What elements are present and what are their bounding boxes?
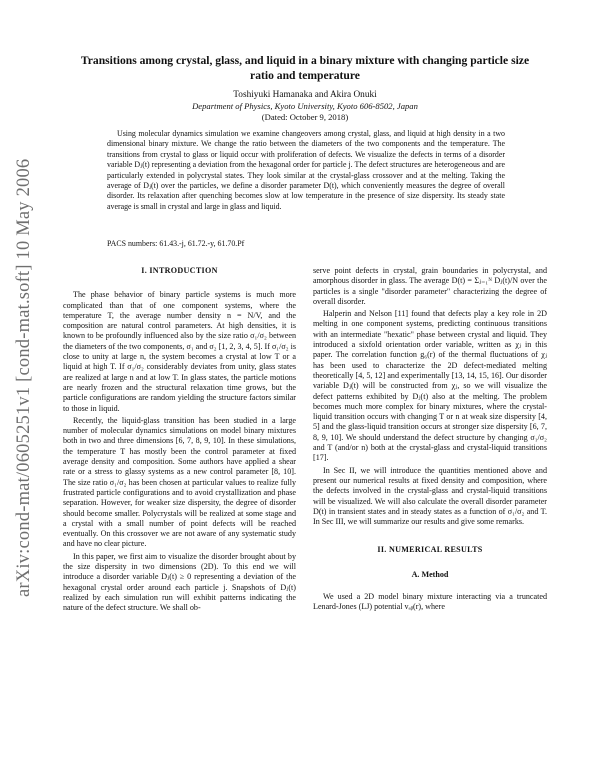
intro-paragraph-3: In this paper, we first aim to visualize the disorder brought about by the size dispersity in two dimensions (2D). To this end we will introduce a disorder variable Dⱼ(t) ≥ 0 representing a deviation of the hexagonal crystal order around each particle j. Snapshots of Dⱼ(t) realized by each simulation run will exhibit patterns indicating the nature of the defect structure. We shall ob- [63,551,296,613]
intro-paragraph-5: In Sec II, we will introduce the quantities mentioned above and present our numerical results at fixed density and composition, where the defects involved in the crystal-glass and crystal-liquid transitions will be visualized. We will also calculate the overall disorder parameter D(t) in transient states and in steady states as a function of σ₁/σ₂ and T. In Sec III, we will summarize our results and give some remarks. [313,465,547,527]
intro-paragraph-2: Recently, the liquid-glass transition has been studied in a large number of molecular dynamics simulations on model binary mixtures both in two and three dimensions [6, 7, 8, 9, 10]. In these simulations, the temperature T has mostly been the control parameter at fixed average density and composition. Some authors have applied a shear rate or a stress to glassy systems as a new control parameter [8, 10]. The size ratio σ₁/σ₂ has been chosen at particular values to realize fully frustrated particle configurations and to avoid crystallization and phase separation. However, for weaker size dispersity, the degree of disorder should become smaller. Polycrystals will be realized at some stage and a crystal with a small number of point defects will be reached eventually. On this crossover we are not aware of any systematic study and have no clear picture. [63,415,296,549]
section-heading-numerical-results: II. NUMERICAL RESULTS [377,545,483,555]
authors: Toshiyuki Hamanaka and Akira Onuki [233,90,377,100]
subsection-heading-method: A. Method [411,569,449,579]
intro-paragraph-4: Halperin and Nelson [11] found that defects play a key role in 2D melting in one component systems, predicting continuous transitions with an intermediate "hexatic" phase between crystal and liquid. They introduced a sixfold orientation order variable, written as χⱼ in this paper. The correlation function g₆(r) of the thermal fluctuations of χⱼ has been used to characterize the 2D defect-mediated melting theoretically [4, 5, 12] and experimentally [13, 14, 15, 16]. Our disorder variable Dⱼ(t) will be constructed from χⱼ, so we will visualize the defect patterns exhibited by Dⱼ(t) also at the melting. The problem becomes much more complex for binary mixtures, where the crystal-liquid transition occurs with changing T or n at weak size dispersity [4, 5] and the glass-liquid transition occurs at stronger size dispersity [6, 7, 8, 9, 10]. We should understand the defect structure by changing σ₁/σ₂ and T (and/or n) both at the crystal-glass and crystal-liquid transitions [17]. [313,309,547,463]
intro-paragraph-1: The phase behavior of binary particle systems is much more complicated than that of one component systems, where the temperature T, the average number density n = N/V, and the composition are natural control parameters. At high densities, it is known to be profoundly influenced also by the size ratio σ₁/σ₂ between the diameters of the two components, σ₁ and σ₂ [1, 2, 3, 4, 5]. If σ₁/σ₂ is close to unity at large n, the system becomes a crystal at low T or a liquid at high T. If σ₁/σ₂ considerably deviates from unity, glass states are realized at large n and at low T. In glass states, the particle motions are nearly frozen and the structural relaxation time grows, but the particle configurations are random yielding the structure factors similar to those in liquid. [63,290,296,413]
pacs-numbers: PACS numbers: 61.43.-j, 61.72.-y, 61.70.Pf [107,239,245,248]
section-heading-introduction: I. INTRODUCTION [141,266,218,275]
abstract: Using molecular dynamics simulation we examine changeovers among crystal, glass, and liquid at high density in a two dimensional binary mixture. We change the ratio between the diameters of the two components and the temperature. The transitions from crystal to glass or liquid occur with proliferation of defects. We visualize the defects in terms of a disorder variable Dⱼ(t) representing a deviation from the hexagonal order for particle j. The defect structures are heterogeneous and are particularly extended in polycrystal states. They look similar at the crystal-glass crossover and at the melting. Taking the average of Dⱼ(t) over the particles, we define a disorder parameter D(t), which conveniently measures the degree of overall disorder. Its relaxation after quenching becomes slow at low temperature in the presence of size dispersity. Its steady state average is small in crystal and large in glass and liquid. [107,129,505,211]
paper-title: Transitions among crystal, glass, and liquid in a binary mixture with changing particle size ratio and temperature [80,54,530,82]
left-column [63,266,296,614]
method-paragraph-1: We used a 2D model binary mixture interacting via a truncated Lenard-Jones (LJ) potential vₐᵦ(r), where [313,592,547,612]
right-column [313,266,547,613]
affiliation: Department of Physics, Kyoto University, Kyoto 606-8502, Japan [192,101,418,111]
date-line: (Dated: October 9, 2018) [261,112,349,122]
intro-paragraph-3-continued: serve point defects in crystal, grain boundaries in polycrystal, and amorphous disorder in glass. The average D(t) = Σⱼ₌₁ᴺ Dⱼ(t)/N over the particles is a single "disorder parameter" characterizing the degree of overall disorder. [313,266,547,306]
arxiv-identifier: arXiv:cond-mat/0605251v1 [cond-mat.soft] 10 May 2006 [14,158,34,598]
